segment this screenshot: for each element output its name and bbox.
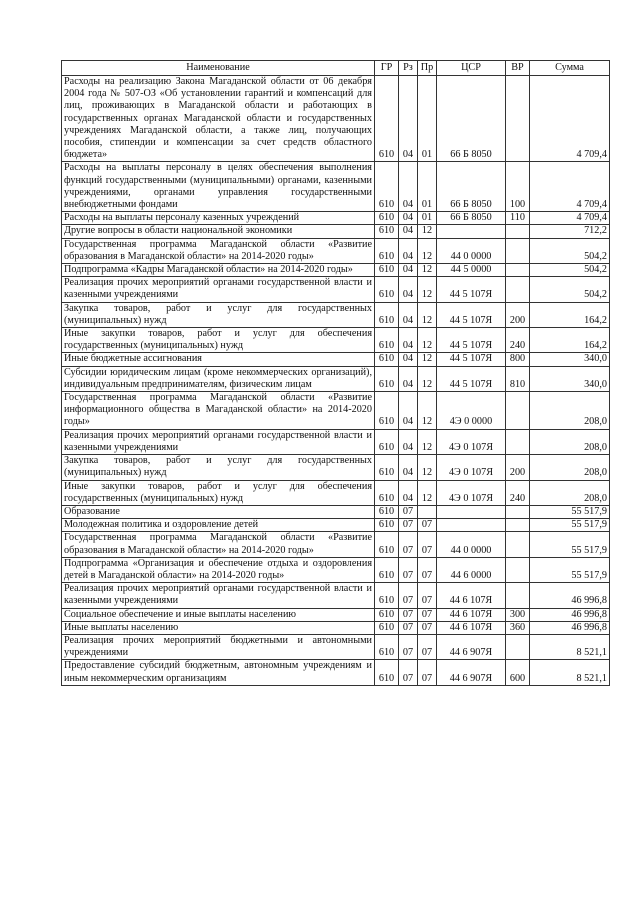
row-sum: 55 517,9 bbox=[530, 532, 610, 557]
row-rz: 07 bbox=[399, 621, 418, 634]
row-csr: 4Э 0 107Я bbox=[437, 429, 506, 454]
table-row bbox=[62, 480, 610, 505]
row-pr: 12 bbox=[418, 480, 437, 505]
row-rz: 04 bbox=[399, 455, 418, 480]
row-sum: 46 996,8 bbox=[530, 608, 610, 621]
row-csr: 44 6 107Я bbox=[437, 621, 506, 634]
row-rz: 04 bbox=[399, 76, 418, 162]
row-csr: 44 6 107Я bbox=[437, 608, 506, 621]
table-row bbox=[62, 353, 610, 366]
row-csr: 44 0 0000 bbox=[437, 238, 506, 263]
table-row bbox=[62, 429, 610, 454]
table-row bbox=[62, 519, 610, 532]
row-csr bbox=[437, 225, 506, 238]
table-row bbox=[62, 455, 610, 480]
row-pr: 07 bbox=[418, 634, 437, 659]
row-name: Субсидии юридическим лицам (кроме некоммерческих организаций), индивидуальным предпринимателям, физическим лицам bbox=[62, 366, 375, 391]
row-gr: 610 bbox=[375, 608, 399, 621]
row-sum: 504,2 bbox=[530, 238, 610, 263]
row-gr: 610 bbox=[375, 583, 399, 608]
row-rz: 04 bbox=[399, 212, 418, 225]
col-header-vr: ВР bbox=[506, 61, 530, 76]
row-sum: 55 517,9 bbox=[530, 519, 610, 532]
row-name: Государственная программа Магаданской области «Развитие информационного общества в Магаданской области» на 2014-2020 годы» bbox=[62, 392, 375, 430]
row-csr: 44 5 0000 bbox=[437, 264, 506, 277]
row-vr: 110 bbox=[506, 212, 530, 225]
row-csr: 44 5 107Я bbox=[437, 328, 506, 353]
row-sum: 208,0 bbox=[530, 392, 610, 430]
row-sum: 164,2 bbox=[530, 302, 610, 327]
budget-table bbox=[61, 60, 610, 686]
row-rz: 07 bbox=[399, 583, 418, 608]
row-rz: 07 bbox=[399, 660, 418, 685]
table-row bbox=[62, 505, 610, 518]
row-pr: 01 bbox=[418, 212, 437, 225]
row-name: Молодежная политика и оздоровление детей bbox=[62, 519, 375, 532]
row-rz: 04 bbox=[399, 353, 418, 366]
row-vr bbox=[506, 532, 530, 557]
row-rz: 04 bbox=[399, 392, 418, 430]
row-pr: 01 bbox=[418, 162, 437, 212]
row-name: Иные бюджетные ассигнования bbox=[62, 353, 375, 366]
row-sum: 46 996,8 bbox=[530, 583, 610, 608]
row-rz: 04 bbox=[399, 328, 418, 353]
row-vr: 200 bbox=[506, 302, 530, 327]
table-row bbox=[62, 302, 610, 327]
col-header-rz: Рз bbox=[399, 61, 418, 76]
row-rz: 07 bbox=[399, 557, 418, 582]
row-gr: 610 bbox=[375, 264, 399, 277]
row-vr: 200 bbox=[506, 455, 530, 480]
row-name: Реализация прочих мероприятий органами государственной власти и казенными учреждениями bbox=[62, 277, 375, 302]
row-sum: 208,0 bbox=[530, 429, 610, 454]
col-header-csr: ЦСР bbox=[437, 61, 506, 76]
row-vr bbox=[506, 505, 530, 518]
row-pr: 12 bbox=[418, 225, 437, 238]
row-rz: 04 bbox=[399, 264, 418, 277]
row-rz: 07 bbox=[399, 532, 418, 557]
row-pr: 12 bbox=[418, 392, 437, 430]
row-name: Иные закупки товаров, работ и услуг для обеспечения государственных (муниципальных) нужд bbox=[62, 480, 375, 505]
row-vr: 100 bbox=[506, 162, 530, 212]
row-name: Предоставление субсидий бюджетным, автономным учреждениям и иным некоммерческим организациям bbox=[62, 660, 375, 685]
table-row bbox=[62, 225, 610, 238]
row-vr bbox=[506, 634, 530, 659]
row-name: Закупка товаров, работ и услуг для государственных (муниципальных) нужд bbox=[62, 455, 375, 480]
row-csr: 66 Б 8050 bbox=[437, 76, 506, 162]
row-vr: 810 bbox=[506, 366, 530, 391]
row-sum: 8 521,1 bbox=[530, 634, 610, 659]
row-sum: 8 521,1 bbox=[530, 660, 610, 685]
table-row bbox=[62, 366, 610, 391]
row-vr: 360 bbox=[506, 621, 530, 634]
row-gr: 610 bbox=[375, 328, 399, 353]
row-name: Иные закупки товаров, работ и услуг для обеспечения государственных (муниципальных) нужд bbox=[62, 328, 375, 353]
col-header-pr: Пр bbox=[418, 61, 437, 76]
row-name: Подпрограмма «Кадры Магаданской области» на 2014-2020 годы» bbox=[62, 264, 375, 277]
row-rz: 04 bbox=[399, 480, 418, 505]
header-row bbox=[62, 61, 610, 76]
row-csr: 44 5 107Я bbox=[437, 353, 506, 366]
row-rz: 04 bbox=[399, 366, 418, 391]
table-row bbox=[62, 238, 610, 263]
row-sum: 504,2 bbox=[530, 277, 610, 302]
row-vr bbox=[506, 225, 530, 238]
row-pr: 12 bbox=[418, 302, 437, 327]
row-rz: 07 bbox=[399, 634, 418, 659]
row-gr: 610 bbox=[375, 532, 399, 557]
row-gr: 610 bbox=[375, 366, 399, 391]
row-csr: 44 0 0000 bbox=[437, 532, 506, 557]
row-vr bbox=[506, 264, 530, 277]
row-csr: 44 6 0000 bbox=[437, 557, 506, 582]
table-row bbox=[62, 212, 610, 225]
row-rz: 07 bbox=[399, 505, 418, 518]
row-gr: 610 bbox=[375, 634, 399, 659]
row-sum: 164,2 bbox=[530, 328, 610, 353]
row-gr: 610 bbox=[375, 621, 399, 634]
row-vr: 240 bbox=[506, 328, 530, 353]
row-rz: 04 bbox=[399, 225, 418, 238]
row-name: Расходы на выплаты персоналу казенных учреждений bbox=[62, 212, 375, 225]
row-vr: 300 bbox=[506, 608, 530, 621]
row-pr: 12 bbox=[418, 264, 437, 277]
row-sum: 340,0 bbox=[530, 366, 610, 391]
row-name: Расходы на реализацию Закона Магаданской области от 06 декабря 2004 года № 507-ОЗ «Об установлении гарантий и компенсаций для лиц, проживающих в Магаданской области и работающих в государственных органах Магаданской области и государственных учреждениях Магаданской области, а также лиц, получающих пособия, стипендии и компенсации за счет средств областного бюджета» bbox=[62, 76, 375, 162]
row-gr: 610 bbox=[375, 660, 399, 685]
row-csr: 44 5 107Я bbox=[437, 366, 506, 391]
row-vr: 240 bbox=[506, 480, 530, 505]
row-pr: 07 bbox=[418, 532, 437, 557]
row-name: Иные выплаты населению bbox=[62, 621, 375, 634]
row-gr: 610 bbox=[375, 519, 399, 532]
row-name: Расходы на выплаты персоналу в целях обеспечения выполнения функций государственными (муниципальными) органами, казенными учреждениями, органами управления государственными внебюджетными фондами bbox=[62, 162, 375, 212]
row-vr bbox=[506, 583, 530, 608]
row-csr: 44 5 107Я bbox=[437, 302, 506, 327]
row-name: Другие вопросы в области национальной экономики bbox=[62, 225, 375, 238]
row-name: Государственная программа Магаданской области «Развитие образования в Магаданской области» на 2014-2020 годы» bbox=[62, 238, 375, 263]
row-gr: 610 bbox=[375, 277, 399, 302]
row-csr: 66 Б 8050 bbox=[437, 212, 506, 225]
row-name: Реализация прочих мероприятий бюджетными и автономными учреждениями bbox=[62, 634, 375, 659]
table-row bbox=[62, 608, 610, 621]
row-gr: 610 bbox=[375, 557, 399, 582]
row-gr: 610 bbox=[375, 238, 399, 263]
row-pr: 12 bbox=[418, 429, 437, 454]
row-csr: 4Э 0 107Я bbox=[437, 480, 506, 505]
row-pr: 07 bbox=[418, 608, 437, 621]
row-gr: 610 bbox=[375, 225, 399, 238]
row-rz: 04 bbox=[399, 277, 418, 302]
row-rz: 04 bbox=[399, 162, 418, 212]
row-csr: 44 6 107Я bbox=[437, 583, 506, 608]
row-csr: 4Э 0 107Я bbox=[437, 455, 506, 480]
row-pr: 12 bbox=[418, 328, 437, 353]
row-pr: 12 bbox=[418, 353, 437, 366]
row-rz: 07 bbox=[399, 608, 418, 621]
row-csr: 66 Б 8050 bbox=[437, 162, 506, 212]
row-name: Государственная программа Магаданской области «Развитие образования в Магаданской области» на 2014-2020 годы» bbox=[62, 532, 375, 557]
row-pr: 07 bbox=[418, 660, 437, 685]
table-row bbox=[62, 557, 610, 582]
row-vr bbox=[506, 519, 530, 532]
row-rz: 07 bbox=[399, 519, 418, 532]
row-gr: 610 bbox=[375, 505, 399, 518]
row-gr: 610 bbox=[375, 480, 399, 505]
row-pr: 07 bbox=[418, 621, 437, 634]
row-gr: 610 bbox=[375, 392, 399, 430]
table-row bbox=[62, 583, 610, 608]
table-row bbox=[62, 76, 610, 162]
row-vr bbox=[506, 238, 530, 263]
row-gr: 610 bbox=[375, 302, 399, 327]
row-csr: 4Э 0 0000 bbox=[437, 392, 506, 430]
row-pr: 07 bbox=[418, 519, 437, 532]
row-pr: 07 bbox=[418, 583, 437, 608]
row-vr bbox=[506, 277, 530, 302]
row-sum: 4 709,4 bbox=[530, 212, 610, 225]
row-sum: 46 996,8 bbox=[530, 621, 610, 634]
table-row bbox=[62, 621, 610, 634]
row-pr: 12 bbox=[418, 366, 437, 391]
row-csr bbox=[437, 505, 506, 518]
row-gr: 610 bbox=[375, 429, 399, 454]
row-pr: 12 bbox=[418, 238, 437, 263]
row-csr: 44 6 907Я bbox=[437, 634, 506, 659]
row-name: Подпрограмма «Организация и обеспечение отдыха и оздоровления детей в Магаданской области» на 2014-2020 годы» bbox=[62, 557, 375, 582]
row-vr bbox=[506, 76, 530, 162]
row-name: Образование bbox=[62, 505, 375, 518]
row-csr: 44 5 107Я bbox=[437, 277, 506, 302]
table-row bbox=[62, 660, 610, 685]
row-name: Социальное обеспечение и иные выплаты населению bbox=[62, 608, 375, 621]
col-header-sum: Сумма bbox=[530, 61, 610, 76]
row-sum: 208,0 bbox=[530, 455, 610, 480]
row-gr: 610 bbox=[375, 455, 399, 480]
row-gr: 610 bbox=[375, 162, 399, 212]
row-vr: 800 bbox=[506, 353, 530, 366]
row-pr bbox=[418, 505, 437, 518]
row-name: Реализация прочих мероприятий органами государственной власти и казенными учреждениями bbox=[62, 583, 375, 608]
table-row bbox=[62, 264, 610, 277]
row-pr: 07 bbox=[418, 557, 437, 582]
row-sum: 55 517,9 bbox=[530, 557, 610, 582]
table-row bbox=[62, 162, 610, 212]
row-sum: 4 709,4 bbox=[530, 76, 610, 162]
row-gr: 610 bbox=[375, 76, 399, 162]
row-sum: 4 709,4 bbox=[530, 162, 610, 212]
row-rz: 04 bbox=[399, 429, 418, 454]
row-name: Реализация прочих мероприятий органами государственной власти и казенными учреждениями bbox=[62, 429, 375, 454]
row-sum: 55 517,9 bbox=[530, 505, 610, 518]
row-rz: 04 bbox=[399, 302, 418, 327]
row-name: Закупка товаров, работ и услуг для государственных (муниципальных) нужд bbox=[62, 302, 375, 327]
row-gr: 610 bbox=[375, 353, 399, 366]
row-pr: 12 bbox=[418, 455, 437, 480]
row-gr: 610 bbox=[375, 212, 399, 225]
row-pr: 12 bbox=[418, 277, 437, 302]
row-sum: 504,2 bbox=[530, 264, 610, 277]
row-sum: 208,0 bbox=[530, 480, 610, 505]
row-sum: 340,0 bbox=[530, 353, 610, 366]
col-header-name: Наименование bbox=[62, 61, 375, 76]
table-row bbox=[62, 328, 610, 353]
row-pr: 01 bbox=[418, 76, 437, 162]
col-header-gr: ГР bbox=[375, 61, 399, 76]
table-row bbox=[62, 532, 610, 557]
row-rz: 04 bbox=[399, 238, 418, 263]
table-row bbox=[62, 277, 610, 302]
row-vr bbox=[506, 429, 530, 454]
row-vr: 600 bbox=[506, 660, 530, 685]
row-csr: 44 6 907Я bbox=[437, 660, 506, 685]
row-csr bbox=[437, 519, 506, 532]
row-sum: 712,2 bbox=[530, 225, 610, 238]
table-row bbox=[62, 392, 610, 430]
row-vr bbox=[506, 392, 530, 430]
row-vr bbox=[506, 557, 530, 582]
table-row bbox=[62, 634, 610, 659]
